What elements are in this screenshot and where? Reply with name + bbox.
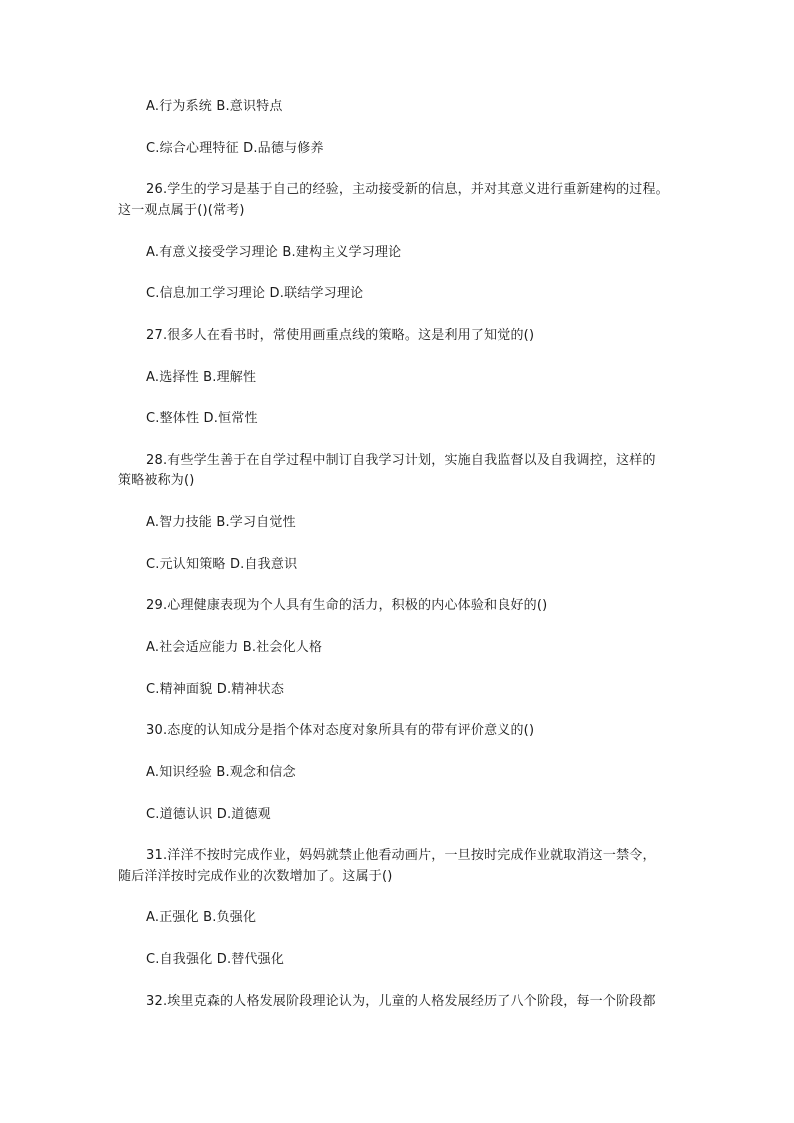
question-30-line-1: 30.态度的认知成分是指个体对态度对象所具有的带有评价意义的() [146, 723, 535, 738]
question-32-line-1: 32.埃里克森的人格发展阶段理论认为，儿童的人格发展经历了八个阶段，每一个阶段都 [146, 994, 656, 1009]
question-28-line-1: 28.有些学生善于在自学过程中制订自我学习计划，实施自我监督以及自我调控，这样的 [146, 453, 656, 468]
question-28-line-2: 策略被称为() [118, 473, 195, 488]
option-line-q29-cd: C.精神面貌 D.精神状态 [146, 682, 285, 697]
option-line-q26-ab: A.有意义接受学习理论 B.建构主义学习理论 [146, 245, 402, 260]
option-line-q31-cd: C.自我强化 D.替代强化 [146, 952, 285, 967]
option-line-q26-cd: C.信息加工学习理论 D.联结学习理论 [146, 286, 364, 301]
question-29-line-1: 29.心理健康表现为个人具有生命的活力，积极的内心体验和良好的() [146, 598, 548, 613]
option-line-q27-cd: C.整体性 D.恒常性 [146, 411, 258, 426]
option-line-q28-cd: C.元认知策略 D.自我意识 [146, 557, 298, 572]
question-31-line-2: 随后洋洋按时完成作业的次数增加了。这属于() [118, 869, 393, 884]
option-line-q25-ab: A.行为系统 B.意识特点 [146, 99, 283, 114]
option-line-q27-ab: A.选择性 B.理解性 [146, 370, 257, 385]
question-26-line-2: 这一观点属于()(常考) [118, 203, 245, 218]
option-line-q29-ab: A.社会适应能力 B.社会化人格 [146, 640, 323, 655]
option-line-q30-ab: A.知识经验 B.观念和信念 [146, 765, 296, 780]
question-27-line-1: 27.很多人在看书时，常使用画重点线的策略。这是利用了知觉的() [146, 328, 535, 343]
option-line-q25-cd: C.综合心理特征 D.品德与修养 [146, 141, 324, 156]
option-line-q28-ab: A.智力技能 B.学习自觉性 [146, 515, 296, 530]
question-31-line-1: 31.洋洋不按时完成作业，妈妈就禁止他看动画片，一旦按时完成作业就取消这一禁令， [146, 848, 656, 863]
option-line-q31-ab: A.正强化 B.负强化 [146, 910, 257, 925]
question-26-line-1: 26.学生的学习是基于自己的经验，主动接受新的信息，并对其意义进行重新建构的过程。 [146, 182, 669, 197]
option-line-q30-cd: C.道德认识 D.道德观 [146, 807, 271, 822]
